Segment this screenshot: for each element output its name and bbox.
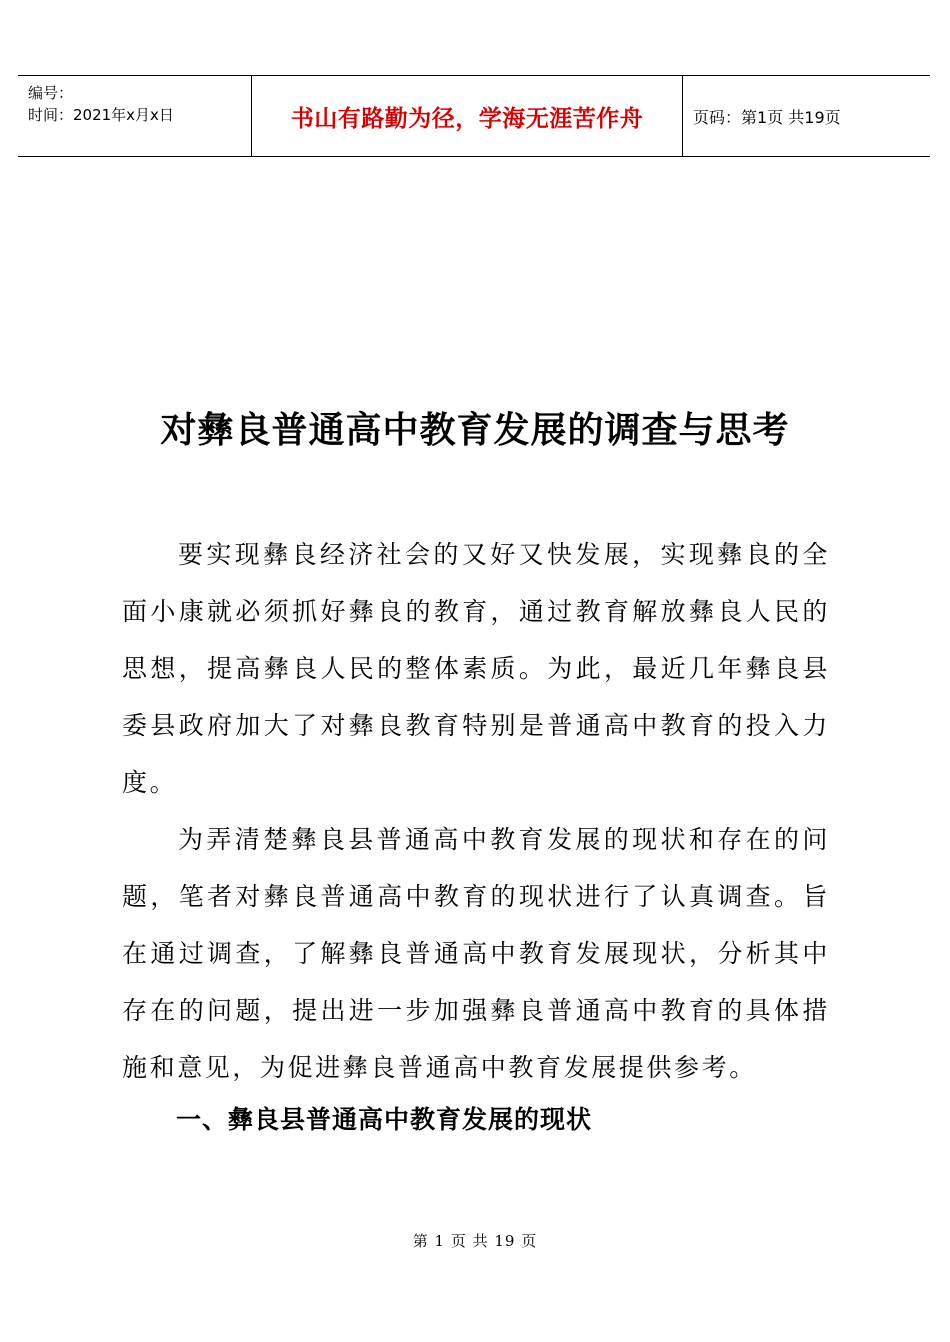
document-header bbox=[18, 75, 930, 157]
document-body bbox=[122, 526, 830, 1096]
section-heading: 一、彝良县普通高中教育发展的现状 bbox=[176, 1105, 593, 1134]
time-label: 时间：2021年x月x日 bbox=[28, 106, 174, 124]
number-label: 编号： bbox=[28, 84, 74, 102]
paragraph: 要实现彝良经济社会的又好又快发展，实现彝良的全面小康就必须抓好彝良的教育，通过教育解放彝良人民的思想，提高彝良人民的整体素质。为此，最近几年彝良县委县政府加大了对彝良教育特别是普通高中教育的投入力度。 bbox=[122, 540, 830, 797]
header-page-info: 页码：第1页 共19页 bbox=[693, 107, 841, 127]
paragraph: 为弄清楚彝良县普通高中教育发展的现状和存在的问题，笔者对彝良普通高中教育的现状进行了认真调查。旨在通过调查，了解彝良普通高中教育发展现状，分析其中存在的问题，提出进一步加强彝良普通高中教育的具体措施和意见，为促进彝良普通高中教育发展提供参考。 bbox=[122, 825, 830, 1082]
page-footer: 第 1 页 共 19 页 bbox=[412, 1232, 538, 1250]
document-title: 对彝良普通高中教育发展的调查与思考 bbox=[160, 409, 790, 451]
header-motto: 书山有路勤为径，学海无涯苦作舟 bbox=[252, 76, 683, 156]
header-meta bbox=[18, 76, 252, 156]
